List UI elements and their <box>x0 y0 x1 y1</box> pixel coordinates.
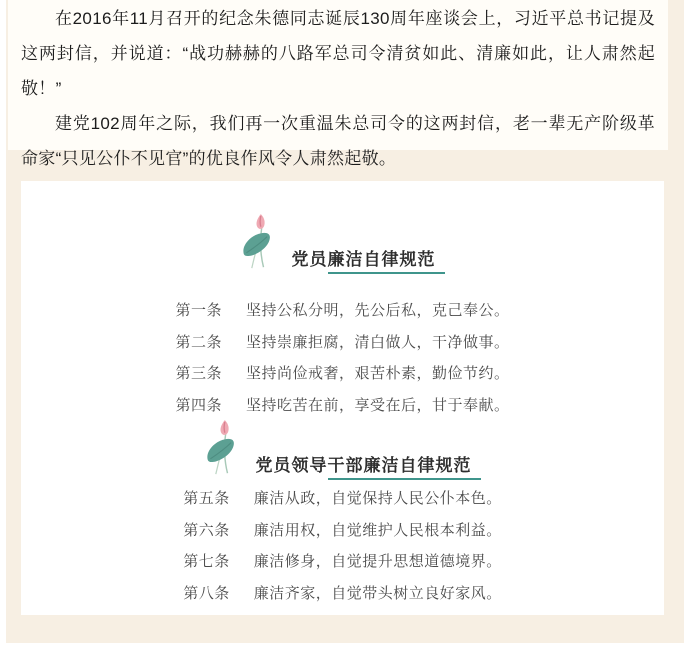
rule-item <box>21 482 664 514</box>
lotus-icon <box>205 419 241 477</box>
rules-card <box>21 181 664 615</box>
section-title-underlined: 廉洁自律规范 <box>328 250 445 274</box>
intro-paragraph: 建党102周年之际，我们再一次重温朱总司令的这两封信，老一辈无产阶级革命家“只见公仆不见官”的优良作风令人肃然起敬。 <box>21 114 655 168</box>
rule-item <box>21 294 664 326</box>
rule-item <box>21 545 664 577</box>
rule-number: 第五条 <box>183 490 230 508</box>
rule-number: 第七条 <box>183 553 230 571</box>
rule-item <box>21 357 664 389</box>
section-header-1 <box>21 211 664 271</box>
section-header-2 <box>21 417 664 477</box>
rules-list-2 <box>21 482 664 608</box>
rule-item <box>21 326 664 358</box>
rule-number: 第二条 <box>175 333 222 351</box>
rule-text: 廉洁修身，自觉提升思想道德境界。 <box>253 553 502 571</box>
section-title-plain: 党员领导 <box>255 456 328 475</box>
section-title <box>256 456 481 476</box>
rule-number: 第四条 <box>175 396 222 414</box>
section-title-plain: 党员 <box>291 250 328 269</box>
rule-item <box>21 389 664 421</box>
rule-text: 廉洁从政，自觉保持人民公仆本色。 <box>253 490 502 508</box>
lotus-icon <box>241 213 277 271</box>
intro-paragraph: 在2016年11月召开的纪念朱德同志诞辰130周年座谈会上，习近平总书记提及这两封信，并说道：“战功赫赫的八路军总司令清贫如此、清廉如此，让人肃然起敬！” <box>21 9 655 98</box>
section-title <box>292 250 445 270</box>
rule-text: 廉洁用权，自觉维护人民根本利益。 <box>253 521 502 539</box>
rule-text: 坚持公私分明，先公后私，克己奉公。 <box>246 302 510 320</box>
rule-text: 廉洁齐家，自觉带头树立良好家风。 <box>253 584 502 602</box>
intro-section <box>8 0 668 168</box>
rules-list-1 <box>21 294 664 420</box>
rule-text: 坚持尚俭戒奢，艰苦朴素，勤俭节约。 <box>246 365 510 383</box>
rule-number: 第一条 <box>175 302 222 320</box>
rule-number: 第六条 <box>183 521 230 539</box>
rule-number: 第三条 <box>175 365 222 383</box>
rule-item <box>21 577 664 609</box>
rule-text: 坚持吃苦在前，享受在后，甘于奉献。 <box>246 396 510 414</box>
section-title-underlined: 干部廉洁自律规范 <box>328 456 481 480</box>
rule-text: 坚持崇廉拒腐，清白做人，干净做事。 <box>246 333 510 351</box>
rule-number: 第八条 <box>183 584 230 602</box>
rule-item <box>21 514 664 546</box>
